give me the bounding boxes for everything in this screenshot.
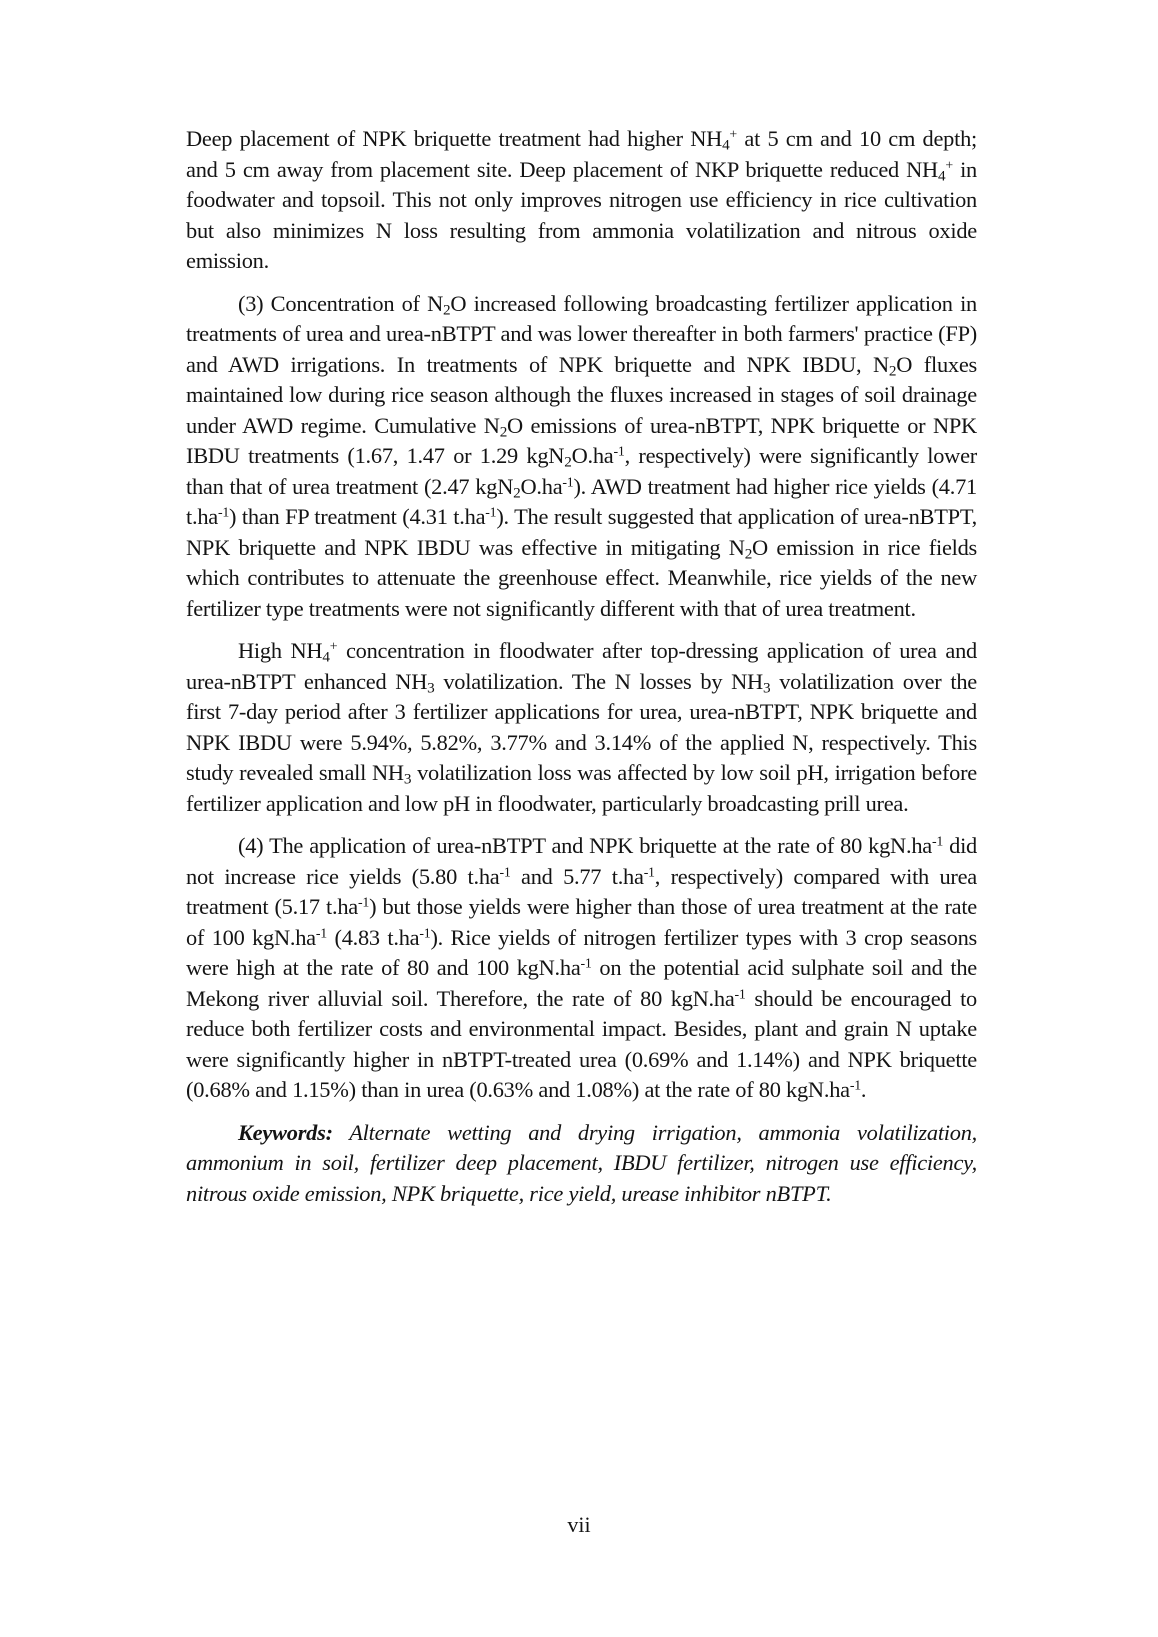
subscript: 4 (322, 648, 330, 666)
superscript: -1 (562, 474, 574, 490)
document-page (186, 124, 977, 1221)
superscript: -1 (613, 444, 625, 460)
text-run: O emission in rice fields which contributes to attenuate the greenhouse effect. Meanwhile, rice yields of the new fertilizer type treatments were not significantly different with that of urea treatment. (186, 534, 978, 621)
text-run: High NH (238, 638, 323, 663)
superscript: + (945, 157, 953, 173)
text-run: , respectively) compared with urea treatment (5.17 t.ha (186, 863, 977, 919)
text-run: volatilization. The N losses by NH (434, 668, 763, 694)
superscript: -1 (849, 1078, 861, 1094)
text-run: . (860, 1077, 867, 1102)
paragraph-nh3-volatilization (186, 636, 977, 819)
superscript: -1 (419, 925, 431, 941)
superscript: + (329, 639, 338, 655)
keywords-paragraph (186, 1118, 977, 1210)
superscript: -1 (580, 956, 592, 972)
superscript: -1 (315, 925, 327, 941)
paragraph-n2o-concentration (186, 289, 977, 625)
text-run: ) than FP treatment (4.31 t.ha (229, 504, 486, 529)
text-run: O.ha (520, 473, 563, 499)
superscript: + (729, 127, 737, 143)
subscript: 4 (937, 166, 946, 184)
text-run: should be encouraged to reduce both fertilizer costs and environmental impact. Besides, plant and grain N uptake were significantly higher in nBTPT-treated urea (0.69% and 1.14%) and NPK briquette (0.68% and 1.15%) than in urea (0.63% and 1.08%) at the rate of 80 kgN.ha (186, 985, 977, 1102)
superscript: -1 (485, 505, 497, 521)
superscript: -1 (499, 864, 511, 880)
text-run: O increased following broadcasting fertilizer application in treatments of urea and urea-nBTPT and was lower thereafter in both farmers' practice (FP) and AWD irrigations. In treatments of NPK briquette and NPK IBDU, N (186, 290, 977, 377)
subscript: 2 (443, 300, 451, 318)
subscript: 2 (888, 361, 897, 379)
keywords-list: Alternate wetting and drying irrigation, ammonia volatilization, ammonium in soil, fertilizer deep placement, IBDU fertilizer, nitrogen use efficiency, nitrous oxide emission, NPK briquette, rice yield, urease inhibitor nBTPT. (186, 1119, 977, 1206)
superscript: -1 (734, 986, 746, 1002)
subscript: 3 (762, 678, 771, 696)
text-run: ). The result suggested that application of urea-nBTPT, NPK briquette and NPK IBDU was effective in mitigating N (186, 504, 977, 560)
text-run: ). AWD treatment had higher rice yields (4.71 t.ha (186, 473, 977, 529)
text-run: (4.83 t.ha (326, 924, 420, 950)
subscript: 3 (427, 678, 435, 696)
subscript: 2 (513, 483, 521, 501)
abstract-body (186, 124, 977, 1106)
subscript: 3 (403, 770, 412, 788)
superscript: -1 (217, 505, 230, 521)
subscript: 4 (722, 136, 730, 154)
text-run: in foodwater and topsoil. This not only improves nitrogen use efficiency in rice cultivation but also minimizes N loss resulting from ammonia volatilization and nitrous oxide emission. (186, 156, 977, 273)
text-run: ) but those yields were higher than those of urea treatment at the rate of 100 kgN.ha (186, 894, 977, 950)
text-run: volatilization over the first 7-day period after 3 fertilizer applications for urea, urea-nBTPT, NPK briquette and NPK IBDU were 5.94%, 5.82%, 3.77% and 3.14% of the applied N, respectively. This study revealed small NH (186, 668, 977, 785)
text-run: did not increase rice yields (5.80 t.ha (186, 833, 978, 889)
subscript: 2 (744, 544, 753, 562)
subscript: 2 (499, 422, 508, 440)
text-run: O emissions of urea-nBTPT, NPK briquette or NPK IBDU treatments (1.67, 1.47 or 1.29 kgN (186, 412, 977, 468)
superscript: -1 (643, 864, 655, 880)
keywords-label: Keywords: (238, 1119, 333, 1145)
text-run: (3) Concentration of N (238, 290, 444, 316)
superscript: -1 (931, 834, 944, 850)
text-run: volatilization loss was affected by low soil pH, irrigation before fertilizer application and low pH in floodwater, particularly broadcasting prill urea. (186, 760, 977, 816)
subscript: 2 (564, 453, 572, 471)
text-run: ). Rice yields of nitrogen fertilizer types with 3 crop seasons were high at the rate of 80 and 100 kgN.ha (186, 924, 977, 980)
page-number: vii (567, 1512, 591, 1537)
text-run: O fluxes maintained low during rice season although the fluxes increased in stages of soil drainage under AWD regime. Cumulative N (186, 351, 977, 438)
text-run: on the potential acid sulphate soil and the Mekong river alluvial soil. Therefore, the rate of 80 kgN.ha (186, 955, 977, 1011)
paragraph-application-rates (186, 831, 977, 1106)
superscript: -1 (358, 895, 370, 911)
text-run: and 5.77 t.ha (510, 863, 644, 889)
text-run: at 5 cm and 10 cm depth; and 5 cm away from placement site. Deep placement of NKP briquette reduced NH (186, 126, 977, 182)
text-run: , respectively) were significantly lower than that of urea treatment (2.47 kgN (186, 443, 977, 499)
text-run: Deep placement of NPK briquette treatment had higher NH (186, 126, 723, 151)
text-run: concentration in floodwater after top-dressing application of urea and urea-nBTPT enhanced NH (186, 638, 978, 694)
text-run: (4) The application of urea-nBTPT and NPK briquette at the rate of 80 kgN.ha (238, 833, 932, 858)
paragraph-npk-deep-placement (186, 124, 977, 277)
text-run: O.ha (571, 443, 614, 468)
